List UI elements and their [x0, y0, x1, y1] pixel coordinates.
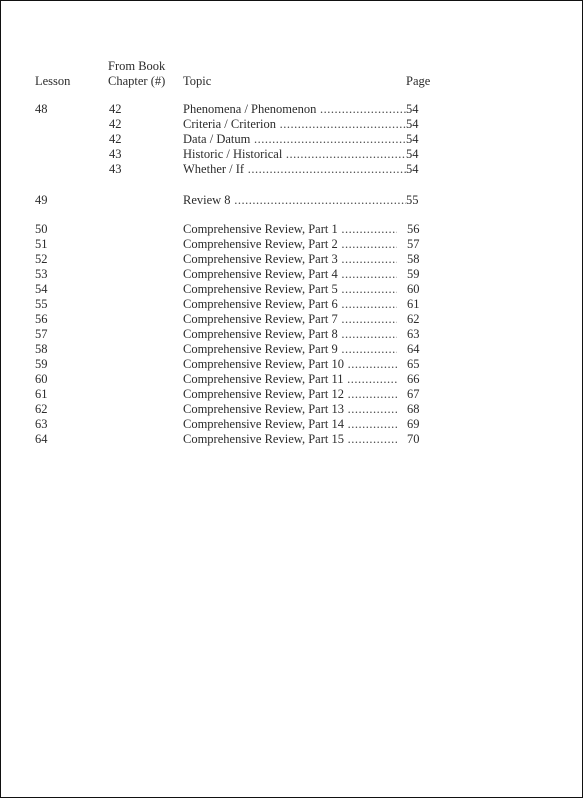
- topic-title: Review 8 .....: [183, 193, 406, 208]
- chapter-number: 43: [109, 147, 122, 161]
- topic-title: Data / Datum .....: [183, 132, 406, 147]
- table-row: [1, 432, 584, 447]
- chapter-number: 42: [109, 102, 122, 116]
- table-row: [1, 297, 584, 312]
- page-number: 58: [407, 252, 420, 266]
- lesson-number: 60: [35, 372, 48, 386]
- page-number: 57: [407, 237, 420, 251]
- lesson-number: 54: [35, 282, 48, 296]
- topic-title: Comprehensive Review, Part 14 .....: [183, 417, 397, 432]
- table-row: [1, 267, 584, 282]
- topic-title: Comprehensive Review, Part 15 .....: [183, 432, 397, 447]
- header-topic: Topic: [183, 74, 212, 88]
- topic-title: Historic / Historical .....: [183, 147, 406, 162]
- topic-title: Comprehensive Review, Part 9 .....: [183, 342, 397, 357]
- topic-title: Comprehensive Review, Part 8 .....: [183, 327, 397, 342]
- table-row: [1, 162, 584, 177]
- lesson-number: 53: [35, 267, 48, 281]
- table-row: [1, 357, 584, 372]
- lesson-number: 57: [35, 327, 48, 341]
- topic-title: Comprehensive Review, Part 11 .....: [183, 372, 397, 387]
- lesson-number: 63: [35, 417, 48, 431]
- page-number: 69: [407, 417, 420, 431]
- table-row: [1, 312, 584, 327]
- page-number: 59: [407, 267, 420, 281]
- page-number: 54: [406, 162, 419, 176]
- table-row: [1, 117, 584, 132]
- table-row: [1, 147, 584, 162]
- page-number: 56: [407, 222, 420, 236]
- page-number: 54: [406, 117, 419, 131]
- table-row: [1, 222, 584, 237]
- table-row: [1, 102, 584, 117]
- header-chapter: [108, 59, 165, 89]
- table-row: [1, 252, 584, 267]
- page-number: 67: [407, 387, 420, 401]
- header-chapter-line1: From Book: [108, 59, 166, 73]
- page-number: 65: [407, 357, 420, 371]
- page-number: 63: [407, 327, 420, 341]
- table-row: [1, 417, 584, 432]
- lesson-number: 55: [35, 297, 48, 311]
- topic-title: Comprehensive Review, Part 13 .....: [183, 402, 397, 417]
- lesson-number: 50: [35, 222, 48, 236]
- page-number: 64: [407, 342, 420, 356]
- lesson-number: 51: [35, 237, 48, 251]
- lesson-number: 58: [35, 342, 48, 356]
- lesson-number: 49: [35, 193, 48, 207]
- header-chapter-line2: Chapter (#): [108, 74, 166, 88]
- lesson-number: 52: [35, 252, 48, 266]
- table-row: [1, 132, 584, 147]
- topic-title: Comprehensive Review, Part 4 .....: [183, 267, 397, 282]
- table-row: [1, 193, 584, 208]
- lesson-number: 59: [35, 357, 48, 371]
- page-number: 54: [406, 132, 419, 146]
- topic-title: Comprehensive Review, Part 3 .....: [183, 252, 397, 267]
- table-row: [1, 237, 584, 252]
- topic-title: Whether / If .....: [183, 162, 406, 177]
- lesson-number: 61: [35, 387, 48, 401]
- lesson-number: 64: [35, 432, 48, 446]
- topic-title: Criteria / Criterion .....: [183, 117, 406, 132]
- chapter-number: 42: [109, 117, 122, 131]
- page-number: 61: [407, 297, 420, 311]
- chapter-number: 42: [109, 132, 122, 146]
- page-number: 60: [407, 282, 420, 296]
- page-number: 62: [407, 312, 420, 326]
- table-row: [1, 327, 584, 342]
- topic-title: Comprehensive Review, Part 2 .....: [183, 237, 397, 252]
- topic-title: Comprehensive Review, Part 12 .....: [183, 387, 397, 402]
- topic-title: Comprehensive Review, Part 6 .....: [183, 297, 397, 312]
- table-row: [1, 342, 584, 357]
- lesson-number: 48: [35, 102, 48, 116]
- page-number: 54: [406, 147, 419, 161]
- topic-title: Phenomena / Phenomenon .....: [183, 102, 406, 117]
- topic-title: Comprehensive Review, Part 5 .....: [183, 282, 397, 297]
- header-page: Page: [406, 74, 431, 88]
- topic-title: Comprehensive Review, Part 10 .....: [183, 357, 397, 372]
- topic-title: Comprehensive Review, Part 7 .....: [183, 312, 397, 327]
- table-row: [1, 372, 584, 387]
- header-lesson: Lesson: [35, 74, 71, 88]
- page-number: 68: [407, 402, 420, 416]
- page-number: 55: [406, 193, 419, 207]
- lesson-number: 56: [35, 312, 48, 326]
- topic-title: Comprehensive Review, Part 1 .....: [183, 222, 397, 237]
- page-number: 54: [406, 102, 419, 116]
- table-row: [1, 387, 584, 402]
- chapter-number: 43: [109, 162, 122, 176]
- page-number: 70: [407, 432, 420, 446]
- table-row: [1, 402, 584, 417]
- lesson-number: 62: [35, 402, 48, 416]
- table-row: [1, 282, 584, 297]
- page-number: 66: [407, 372, 420, 386]
